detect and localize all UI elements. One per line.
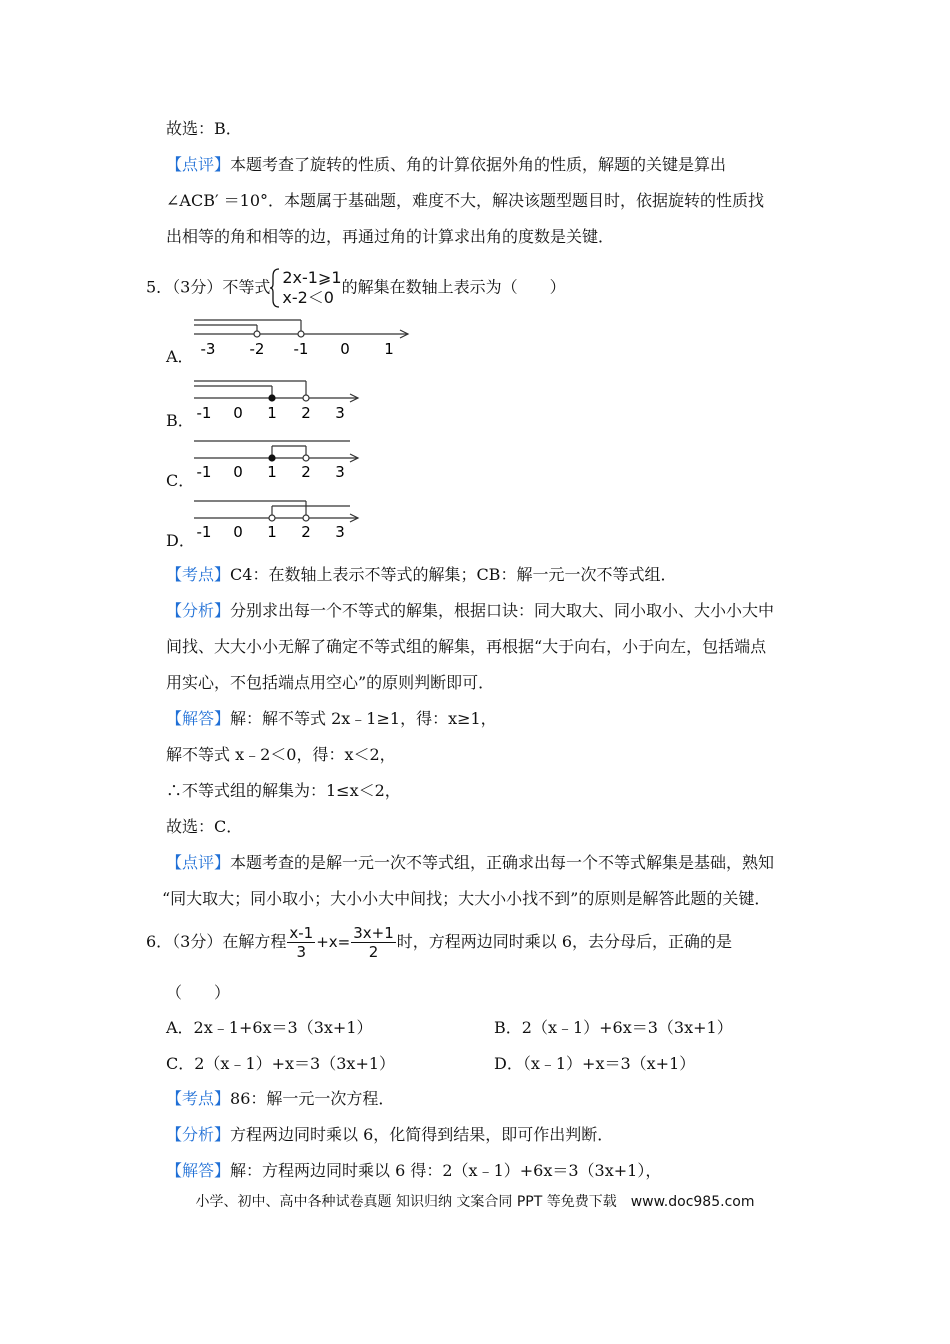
fraction-2-numerator: 3x+1 <box>353 924 394 942</box>
question-5-stem <box>146 268 566 308</box>
tick-label: -2 <box>249 340 265 358</box>
q6-option-b: B．2（x﹣1）+6x＝3（3x+1） <box>494 1018 733 1037</box>
fenxi-tag: 【分析】 <box>166 1125 231 1144</box>
tick-label: 3 <box>335 404 345 422</box>
q5-kaodian <box>166 564 676 586</box>
q5-jieda-3: ∴不等式组的解集为：1≤x＜2， <box>166 781 401 800</box>
tick-label: -1 <box>196 404 212 422</box>
q5-review-1 <box>166 852 774 874</box>
tick-label: -1 <box>293 340 309 358</box>
question-6-number: 6．（3分）在解方程 <box>146 932 287 951</box>
fenxi-text: 方程两边同时乘以 6，化简得到结果，即可作出判断． <box>230 1125 614 1144</box>
jieda-tag: 【解答】 <box>166 709 231 728</box>
question-6-stem <box>146 922 732 962</box>
q6-jieda <box>166 1160 661 1182</box>
jieda-tag: 【解答】 <box>166 1161 231 1180</box>
q6-option-c: C．2（x﹣1）+x＝3（3x+1） <box>166 1054 396 1073</box>
tick-label: -1 <box>196 463 212 480</box>
tick-label: -1 <box>196 523 212 540</box>
option-b-number-line <box>190 378 370 422</box>
review-line-3: 出相等的角和相等的边，再通过角的计算求出角的度数是关键． <box>166 227 615 246</box>
tick-label: 0 <box>340 340 350 358</box>
tick-label: 0 <box>233 463 243 480</box>
kaodian-text: 86：解一元一次方程． <box>230 1089 395 1108</box>
fenxi-tag: 【分析】 <box>166 601 231 620</box>
question-5-number: 5．（3分）不等式 <box>146 277 271 297</box>
inequality-1: 2x-1⩾1 <box>282 268 342 287</box>
tick-label: 2 <box>301 523 311 540</box>
plus-x: +x= <box>316 933 351 951</box>
tick-label: 0 <box>233 404 243 422</box>
jieda-text: 解：方程两边同时乘以 6 得：2（x﹣1）+6x＝3（3x+1）， <box>230 1161 662 1180</box>
option-c-letter: C． <box>166 471 195 490</box>
tick-label: 3 <box>335 463 345 480</box>
tick-label: 3 <box>335 523 345 540</box>
kaodian-tag: 【考点】 <box>166 1089 231 1108</box>
tick-label: 1 <box>267 523 277 540</box>
inequality-2: x-2＜0 <box>282 288 334 307</box>
q6-kaodian <box>166 1088 394 1110</box>
option-c-number-line <box>190 436 370 480</box>
tick-label: 0 <box>233 523 243 540</box>
q5-jieda-4: 故选：C． <box>166 817 243 836</box>
review-text: 本题考查了旋转的性质、角的计算依据外角的性质，解题的关键是算出 <box>230 155 727 174</box>
option-d-letter: D． <box>166 531 195 550</box>
fraction-2 <box>351 924 396 961</box>
q5-fenxi-3: 用实心，不包括端点用空心”的原则判断即可． <box>166 673 495 692</box>
tick-label: 2 <box>301 463 311 480</box>
answer-choose-b: 故选：B． <box>166 119 242 138</box>
q5-fenxi-2: 间找、大大小小无解了确定不等式组的解集，再根据“大于向右，小于向左，包括端点 <box>166 637 767 656</box>
fraction-1-denominator: 3 <box>296 943 307 961</box>
review-tag: 【点评】 <box>166 853 231 872</box>
option-b-letter: B． <box>166 411 194 430</box>
option-a-number-line <box>190 316 420 360</box>
fenxi-text: 分别求出每一个不等式的解集，根据口诀：同大取大、同小取小、大小小大中 <box>230 601 775 620</box>
q5-fenxi-1 <box>166 600 774 622</box>
jieda-text: 解：解不等式 2x﹣1≥1，得：x≥1， <box>230 709 497 728</box>
tick-label: 1 <box>384 340 394 358</box>
question-6-tail: 时，方程两边同时乘以 6，去分母后，正确的是 <box>396 932 733 951</box>
review-line-1 <box>166 154 726 176</box>
kaodian-text: C4：在数轴上表示不等式的解集；CB：解一元一次不等式组． <box>230 565 677 584</box>
inequality-system <box>270 268 341 308</box>
tick-label: -3 <box>200 340 216 358</box>
tick-label: 1 <box>267 404 277 422</box>
option-d-number-line <box>190 496 370 540</box>
review-line-2: ∠ACB′ ＝10°．本题属于基础题，难度不大，解决该题型题目时，依据旋转的性质找 <box>166 191 765 210</box>
q5-jieda-2: 解不等式 x﹣2＜0，得：x＜2， <box>166 745 396 764</box>
fraction-2-denominator: 2 <box>368 943 379 961</box>
q6-option-a: A．2x﹣1+6x＝3（3x+1） <box>166 1018 373 1037</box>
kaodian-tag: 【考点】 <box>166 565 231 584</box>
fraction-1 <box>287 924 315 961</box>
q6-option-d: D．（x﹣1）+x＝3（x+1） <box>494 1054 696 1073</box>
question-5-tail: 的解集在数轴上表示为（ ） <box>341 277 566 297</box>
tick-label: 2 <box>301 404 311 422</box>
page-footer: 小学、初中、高中各种试卷真题 知识归纳 文案合同 PPT 等免费下载 www.doc985.com <box>195 1194 755 1210</box>
q5-jieda-1 <box>166 708 497 730</box>
review-tag: 【点评】 <box>166 155 231 174</box>
q6-fenxi <box>166 1124 613 1146</box>
question-6-paren: （ ） <box>166 983 231 1002</box>
fraction-1-numerator: x-1 <box>289 924 314 942</box>
q5-review-2: “同大取大；同小取小；大小小大中间找；大大小小找不到”的原则是解答此题的关键． <box>162 889 771 908</box>
option-a-letter: A． <box>166 347 194 366</box>
review-text: 本题考查的是解一元一次不等式组，正确求出每一个不等式解集是基础，熟知 <box>230 853 775 872</box>
tick-label: 1 <box>267 463 277 480</box>
